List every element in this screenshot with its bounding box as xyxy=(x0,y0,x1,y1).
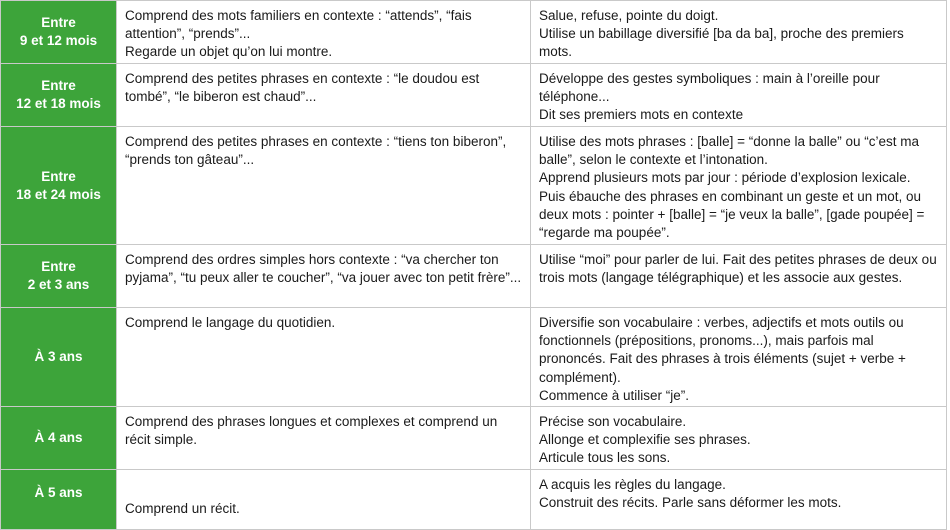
table-row xyxy=(1,245,947,308)
age-label-line1: Entre xyxy=(41,15,76,30)
comprehension-text: Comprend des phrases longues et complexes et comprend un récit simple. xyxy=(125,414,498,448)
age-label-line2: 18 et 24 mois xyxy=(16,186,101,202)
table-row xyxy=(1,470,947,530)
expression-text: Allonge et complexifie ses phrases. xyxy=(539,432,751,448)
comprehension-cell xyxy=(117,407,531,470)
expression-cell xyxy=(531,470,947,530)
age-cell xyxy=(1,127,117,245)
table-row xyxy=(1,64,947,127)
age-label-line1: Entre xyxy=(41,78,76,93)
age-label-line2: 9 et 12 mois xyxy=(19,33,98,48)
expression-cell xyxy=(531,1,947,64)
age-label-line1: À 5 ans xyxy=(34,485,83,500)
table-row xyxy=(1,1,947,64)
expression-text: Dit ses premiers mots en contexte xyxy=(539,107,744,123)
expression-text: Apprend plusieurs mots par jour : période d’explosion lexicale. Puis ébauche des phrases en combinant un geste et un mot, ou deux mots : pointer + [balle] = “je veux la balle”, [gade poupée] = “regarde ma poupée”. xyxy=(539,170,925,241)
expression-text: Précise son vocabulaire. xyxy=(539,414,687,429)
expression-text: Utilise des mots phrases : [balle] = “donne la balle” ou “c’est ma balle”, selon le contexte et l’intonation. xyxy=(539,134,920,168)
expression-text: Utilise “moi” pour parler de lui. Fait des petites phrases de deux ou trois mots (langage télégraphique) et les associe aux gestes. xyxy=(539,252,937,286)
age-label-line1: À 3 ans xyxy=(34,349,83,364)
expression-text: A acquis les règles du langage. xyxy=(539,477,726,492)
expression-text: Articule tous les sons. xyxy=(539,450,671,466)
comprehension-cell xyxy=(117,127,531,245)
expression-cell xyxy=(531,308,947,407)
expression-cell xyxy=(531,407,947,470)
comprehension-text: Comprend des mots familiers en contexte : “attends”, “fais attention”, “prends”... xyxy=(125,8,472,42)
expression-text: Salue, refuse, pointe du doigt. xyxy=(539,8,719,23)
age-label-line1: Entre xyxy=(41,259,76,274)
age-label-line2: 2 et 3 ans xyxy=(27,277,90,292)
comprehension-text: Comprend des petites phrases en contexte : “tiens ton biberon”, “prends ton gâteau”... xyxy=(125,134,507,168)
comprehension-text: Comprend des petites phrases en contexte : “le doudou est tombé”, “le biberon est chaud”... xyxy=(125,71,480,105)
expression-text: Développe des gestes symboliques : main à l’oreille pour téléphone... xyxy=(539,71,880,105)
comprehension-cell xyxy=(117,470,531,530)
comprehension-text: Regarde un objet qu’on lui montre. xyxy=(125,44,333,60)
comprehension-cell xyxy=(117,245,531,308)
age-cell xyxy=(1,64,117,127)
comprehension-text: Comprend des ordres simples hors contexte : “va chercher ton pyjama”, “tu peux aller te coucher”, “va jouer avec ton petit frère”... xyxy=(125,252,522,286)
table-row xyxy=(1,127,947,245)
expression-cell xyxy=(531,245,947,308)
comprehension-cell xyxy=(117,1,531,64)
comprehension-cell xyxy=(117,64,531,127)
age-label-line1: Entre xyxy=(41,168,76,184)
age-label-line2: 12 et 18 mois xyxy=(16,96,101,111)
expression-text: Utilise un babillage diversifié [ba da ba], proche des premiers mots. xyxy=(539,26,904,60)
age-cell xyxy=(1,308,117,407)
age-cell xyxy=(1,407,117,470)
expression-text: Diversifie son vocabulaire : verbes, adjectifs et mots outils ou fonctionnels (prépositions, pronoms...), mais parfois mal prononcés. Fait des phrases à trois éléments (sujet + verbe + complément). xyxy=(539,315,906,385)
expression-text: Construit des récits. Parle sans déformer les mots. xyxy=(539,495,842,511)
comprehension-cell xyxy=(117,308,531,407)
age-cell xyxy=(1,245,117,308)
expression-cell xyxy=(531,127,947,245)
expression-text: Commence à utiliser “je”. xyxy=(539,387,690,403)
expression-cell xyxy=(531,64,947,127)
age-label-line1: À 4 ans xyxy=(34,430,83,445)
age-cell xyxy=(1,1,117,64)
table-row xyxy=(1,308,947,407)
comprehension-text: Comprend le langage du quotidien. xyxy=(125,315,336,330)
comprehension-text: Comprend un récit. xyxy=(125,501,240,516)
age-cell xyxy=(1,470,117,530)
table-row xyxy=(1,407,947,470)
